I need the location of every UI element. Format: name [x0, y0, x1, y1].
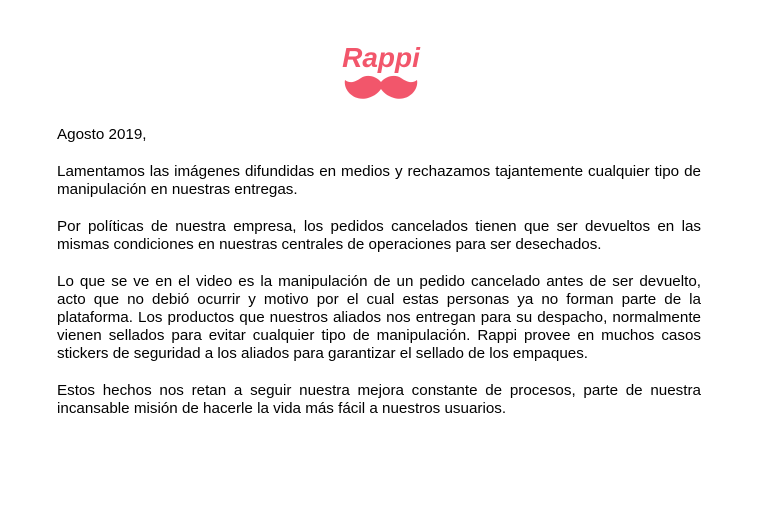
rappi-logo-graphic	[340, 40, 422, 106]
rappi-wordmark: Rappi	[342, 42, 420, 73]
letter-paragraph-2: Por políticas de nuestra empresa, los pedidos cancelados tienen que ser devueltos en las mismas condiciones en nuestras centrales de operaciones para ser desechados.	[57, 218, 701, 253]
mustache-icon	[345, 76, 417, 99]
statement-letter	[57, 126, 701, 437]
letter-paragraph-1: Lamentamos las imágenes difundidas en medios y rechazamos tajantemente cualquier tipo de manipulación en nuestras entregas.	[57, 163, 701, 198]
letter-date: Agosto 2019,	[57, 126, 147, 143]
letter-paragraph-4: Estos hechos nos retan a seguir nuestra mejora constante de procesos, parte de nuestra incansable misión de hacerle la vida más fácil a nuestros usuarios.	[57, 382, 701, 417]
letter-paragraph-3: Lo que se ve en el video es la manipulación de un pedido cancelado antes de ser devuelto, acto que no debió ocurrir y motivo por el cual estas personas ya no forman parte de la plataforma. Los productos que nuestros aliados nos entregan para su despacho, normalmente vienen sellados para evitar cualquier tipo de manipulación. Rappi provee en muchos casos stickers de seguridad a los aliados para garantizar el sellado de los empaques.	[57, 273, 701, 362]
rappi-logo	[340, 40, 422, 106]
